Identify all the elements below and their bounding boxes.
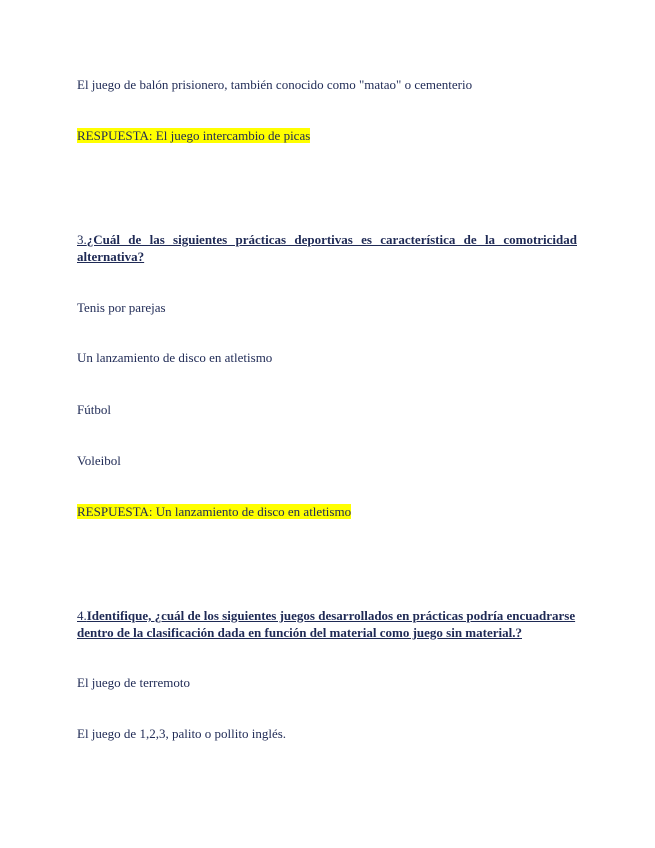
option-text: Fútbol [77, 402, 111, 417]
question-number: 4. [77, 608, 87, 623]
question-text: Identifique, ¿cuál de los siguientes juegos desarrollados en prácticas podría encuadrarse dentro de la clasificación dada en función del material como juego sin material.? [77, 608, 576, 640]
option-text: Voleibol [77, 453, 121, 468]
question-number: 3. [77, 232, 87, 247]
question-text: ¿Cuál de las siguientes prácticas deportivas es característica de la comotricidad alternativa? [77, 232, 577, 264]
option-text: El juego de 1,2,3, palito o pollito inglés. [77, 726, 287, 741]
question-4 [77, 607, 580, 641]
question-3 [77, 231, 577, 265]
option-text: Tenis por parejas [77, 300, 166, 315]
answer-text: RESPUESTA: Un lanzamiento de disco en atletismo [77, 504, 352, 519]
answer-text: RESPUESTA: El juego intercambio de picas [77, 128, 311, 143]
answer-highlight [77, 128, 310, 144]
option-text: El juego de terremoto [77, 675, 190, 690]
answer-highlight [77, 504, 351, 520]
option-text: El juego de balón prisionero, también conocido como "matao" o cementerio [77, 77, 473, 92]
option-text: Un lanzamiento de disco en atletismo [77, 350, 273, 365]
